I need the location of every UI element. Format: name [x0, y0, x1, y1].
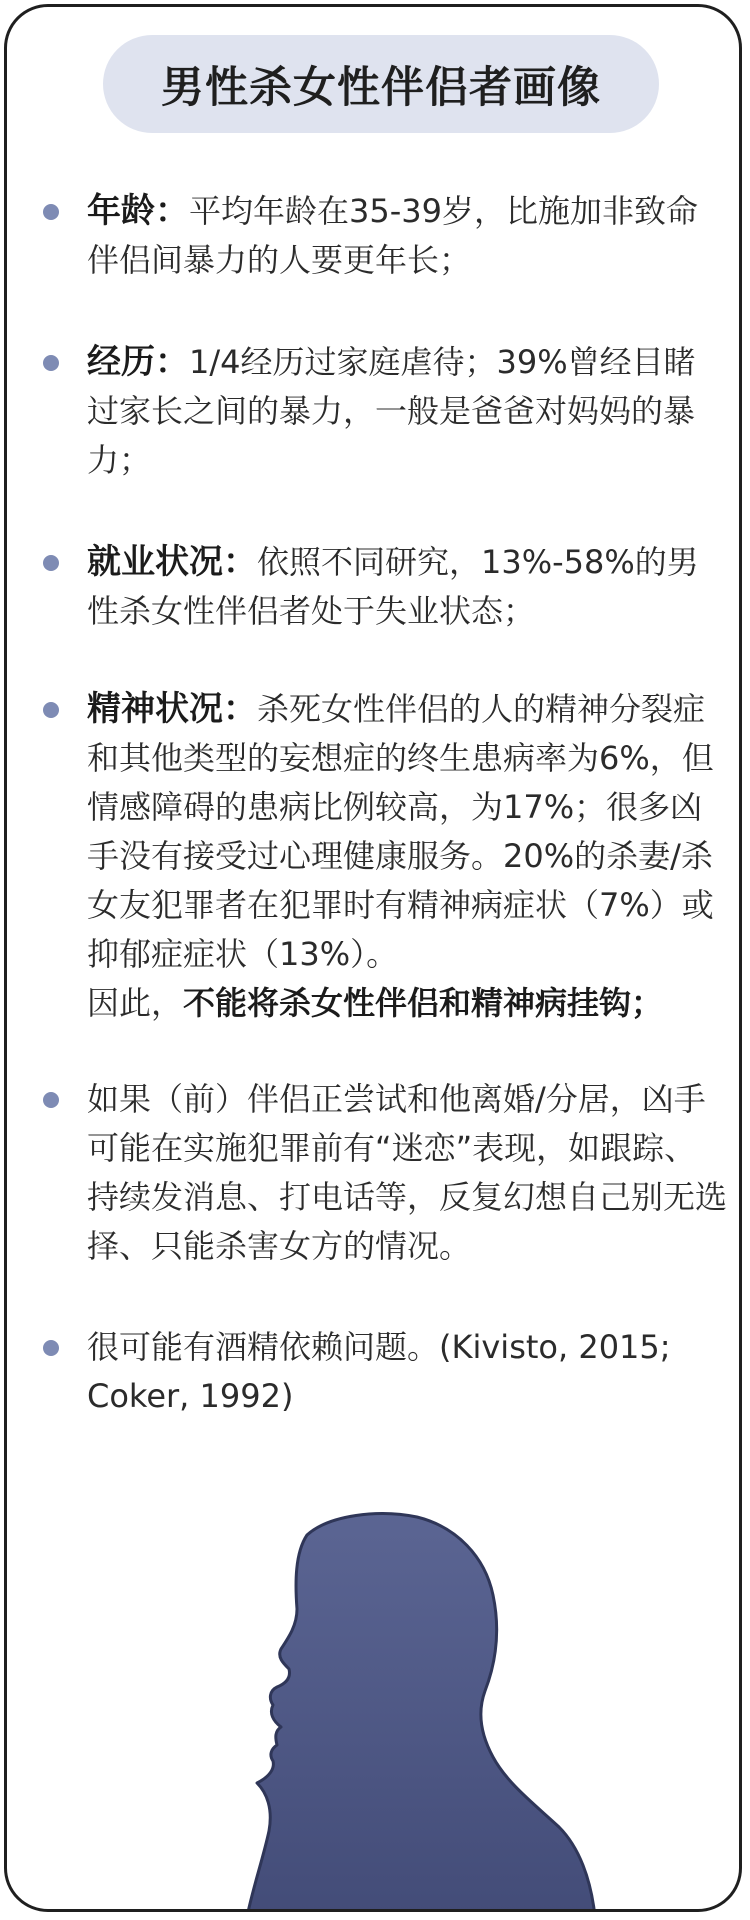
item-label: 经历： [87, 342, 189, 382]
bullet-icon [43, 1340, 59, 1356]
list-item-employment [87, 538, 727, 636]
list-item-alcohol [87, 1323, 727, 1421]
bullet-icon [43, 204, 59, 220]
title-banner [103, 35, 659, 133]
item-label: 年龄： [87, 191, 189, 231]
list-item-age [87, 187, 727, 285]
item-text: 杀死女性伴侣的人的精神分裂症和其他类型的妄想症的终生患病率为6%，但情感障碍的患病比例较高，为17%；很多凶手没有接受过心理健康服务。20%的杀妻/杀女友犯罪者在犯罪时有精神病症状（7%）或抑郁症症状（13%）。 [87, 690, 714, 973]
bullet-icon [43, 555, 59, 571]
profile-card [4, 4, 742, 1912]
item-text: 如果（前）伴侣正尝试和他离婚/分居，凶手可能在实施犯罪前有“迷恋”表现，如跟踪、持续发消息、打电话等，反复幻想自己别无选择、只能杀害女方的情况。 [87, 1080, 728, 1265]
list-item-obsession [87, 1075, 727, 1271]
conclusion-prefix: 因此， [87, 984, 184, 1022]
item-text: 平均年龄在35-39岁，比施加非致命伴侣间暴力的人要更年长； [87, 192, 698, 279]
list-item-mental-status [87, 685, 727, 1028]
page-title: 男性杀女性伴侣者画像 [161, 62, 601, 113]
list-item-experience [87, 338, 727, 485]
man-silhouette-icon [7, 1487, 742, 1912]
bullet-icon [43, 702, 59, 718]
bullet-icon [43, 1092, 59, 1108]
conclusion-emphasis: 不能将杀女性伴侣和精神病挂钩； [183, 984, 664, 1022]
item-text: 依照不同研究，13%-58%的男性杀女性伴侣者处于失业状态； [87, 543, 699, 630]
item-label: 精神状况： [87, 689, 257, 729]
item-text: 很可能有酒精依赖问题。(Kivisto, 2015; Coker, 1992) [87, 1328, 671, 1415]
bullet-icon [43, 355, 59, 371]
item-label: 就业状况： [87, 542, 257, 582]
item-text: 1/4经历过家庭虐待；39%曾经目睹过家长之间的暴力，一般是爸爸对妈妈的暴力； [87, 343, 696, 479]
